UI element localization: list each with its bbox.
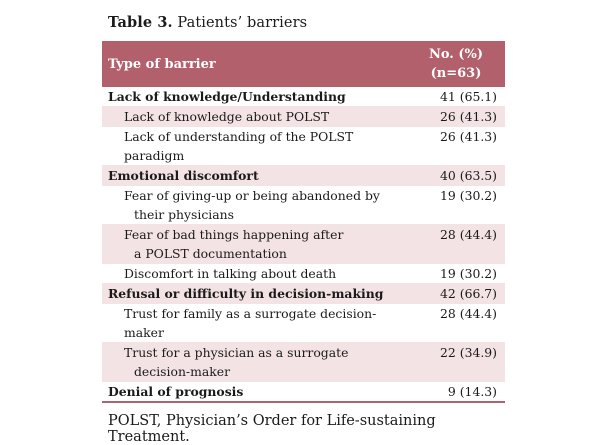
table-row — [102, 304, 505, 343]
table-row — [102, 87, 505, 107]
row-label — [102, 107, 411, 126]
table-row — [102, 264, 505, 284]
table-row — [102, 382, 505, 401]
table-row — [102, 127, 505, 166]
row-value: 41 (65.1) — [440, 89, 497, 104]
row-value: 19 (30.2) — [440, 266, 497, 281]
row-label-line1: Refusal or difficulty in decision-making — [108, 286, 384, 301]
row-value: 28 (44.4) — [440, 306, 497, 321]
row-label-line1: Fear of bad things happening after — [124, 227, 344, 242]
table-container — [102, 14, 505, 445]
row-value: 26 (41.3) — [440, 109, 497, 124]
row-label-line1: Lack of knowledge about POLST — [124, 109, 330, 124]
table-footnote: POLST, Physician’s Order for Life-sustaining Treatment. — [108, 413, 436, 445]
row-value: 42 (66.7) — [440, 286, 497, 301]
header-count-n: (n=63) — [430, 66, 482, 81]
table-row — [102, 186, 505, 225]
table-row — [102, 343, 505, 382]
table-row — [102, 107, 505, 127]
row-label — [102, 284, 411, 303]
row-label — [102, 382, 411, 401]
row-label-line1: Denial of prognosis — [108, 384, 244, 399]
caption-label: Table 3. — [108, 14, 173, 31]
row-label — [102, 264, 411, 283]
row-label-line1: Emotional discomfort — [108, 168, 259, 183]
header-type-of-barrier: Type of barrier — [108, 56, 216, 72]
header-count — [413, 45, 499, 83]
table-row — [102, 225, 505, 264]
row-value: 26 (41.3) — [440, 129, 497, 144]
table-body — [102, 87, 505, 403]
table-row — [102, 166, 505, 186]
table-row — [102, 284, 505, 304]
row-label — [102, 166, 411, 185]
row-label — [102, 304, 411, 342]
row-label — [102, 127, 411, 165]
row-label-line1: Lack of understanding of the POLST paradigm — [124, 129, 354, 163]
row-label — [102, 186, 411, 224]
row-label-line2: decision-maker — [134, 364, 231, 379]
row-label-line1: Lack of knowledge/Understanding — [108, 89, 346, 104]
row-label-line1: Trust for family as a surrogate decision-maker — [124, 306, 377, 340]
row-label-line1: Discomfort in talking about death — [124, 266, 337, 281]
row-label — [102, 343, 411, 381]
row-value: 19 (30.2) — [440, 188, 497, 203]
table-caption — [108, 14, 505, 31]
row-label-line2: a POLST documentation — [134, 246, 287, 261]
row-value: 28 (44.4) — [440, 227, 497, 242]
row-label-line1: Fear of giving-up or being abandoned by — [124, 188, 380, 203]
caption-title: Patients’ barriers — [177, 15, 308, 31]
row-label-line2: their physicians — [134, 207, 234, 222]
row-label — [102, 225, 411, 263]
row-value: 22 (34.9) — [440, 345, 497, 360]
row-value: 40 (63.5) — [440, 168, 497, 183]
table-header — [102, 41, 505, 87]
row-value: 9 (14.3) — [447, 384, 497, 399]
header-count-label: No. (%) — [428, 47, 484, 62]
row-label-line1: Trust for a physician as a surrogate — [124, 345, 349, 360]
row-label — [102, 87, 411, 106]
